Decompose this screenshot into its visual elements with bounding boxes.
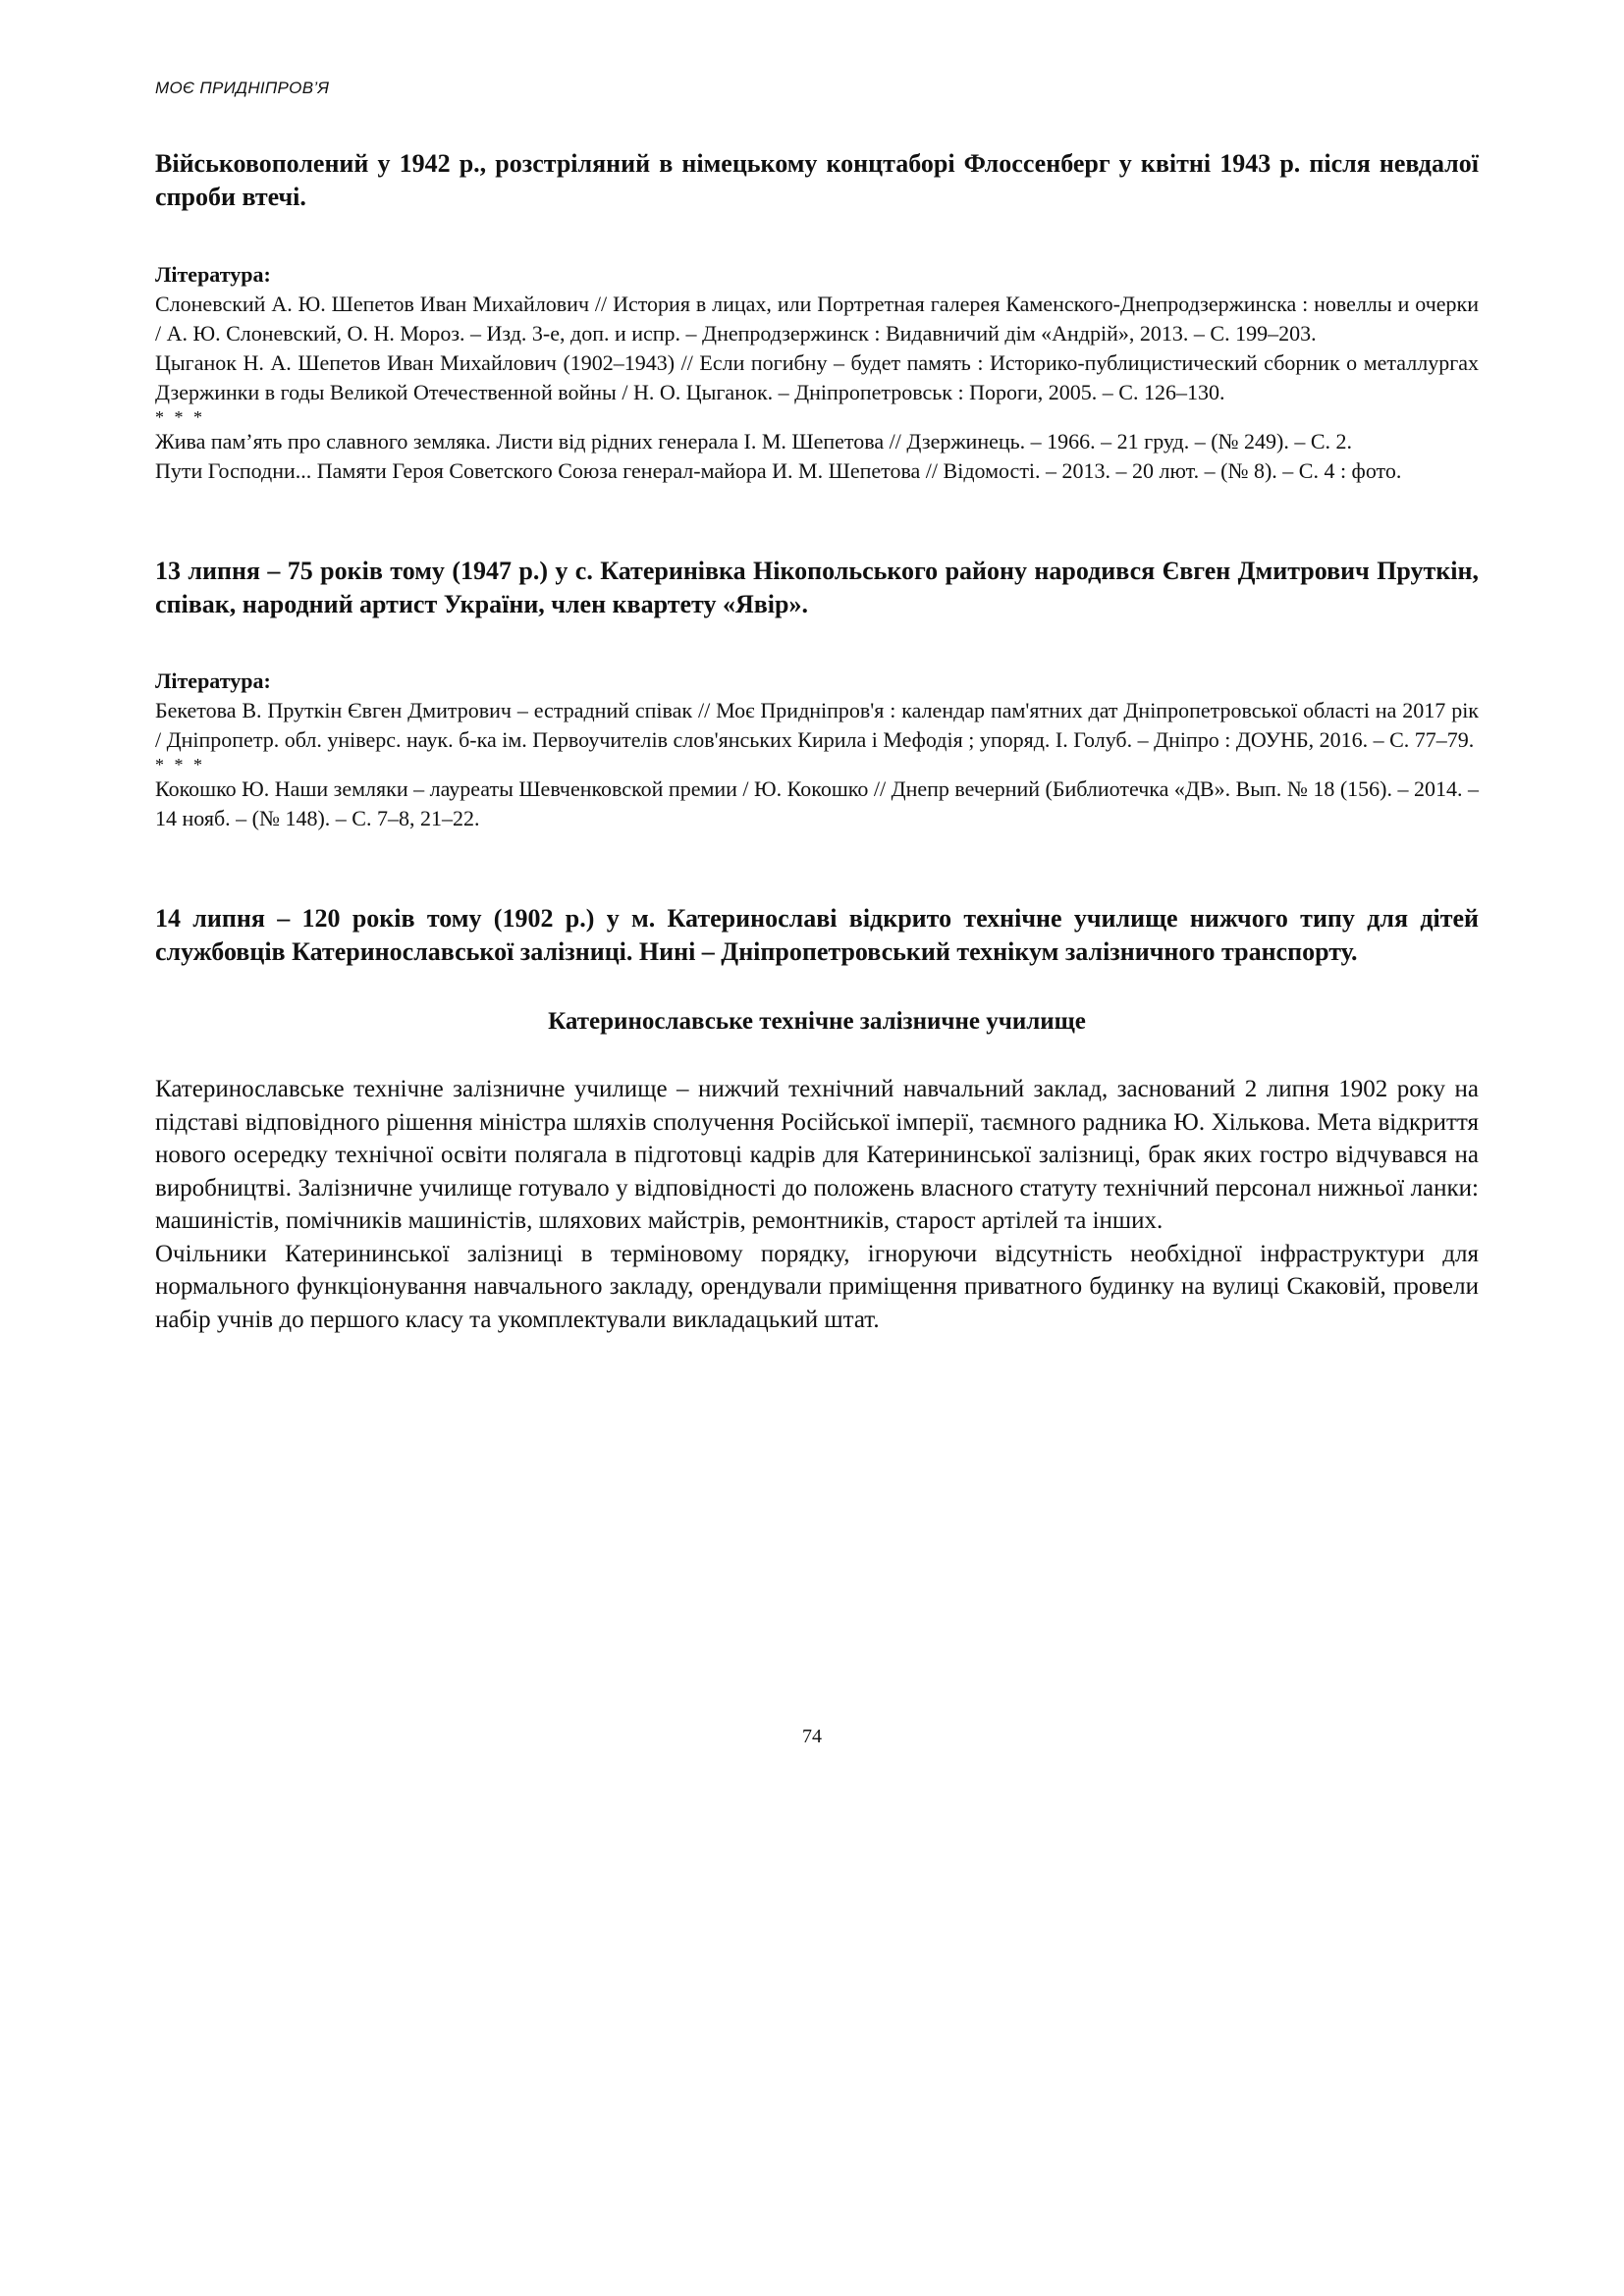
section-prutkin (155, 555, 1479, 833)
bibliography-entry: Кокошко Ю. Наши земляки – лауреаты Шевченковской премии / Ю. Кокошко // Днепр вечерний (Библиотечка «ДВ». Вып. № 18 (156). – 2014. – 14 нояб. – (№ 148). – С. 7–8, 21–22. (155, 776, 1479, 830)
bibliography-entry: Жива пам’ять про славного земляка. Листи від рідних генерала І. М. Шепетова // Дзержинець. – 1966. – 21 груд. – (№ 249). – С. 2. (155, 429, 1353, 454)
article-subtitle: Катеринославське технічне залізничне училище (548, 1008, 1086, 1035)
running-header: МОЄ ПРИДНІПРОВ’Я (155, 79, 330, 97)
entry-separator: * * * (155, 755, 205, 774)
body-paragraph: Очільники Катерининської залізниці в терміновому порядку, ігноруючи відсутність необхідної інфраструктури для нормального функціонування навчального закладу, орендували приміщення приватного будинку на вулиці Скаковій, провели набір учнів до першого класу та укомплектували викладацький штат. (155, 1240, 1479, 1333)
section-railway-school (155, 902, 1479, 1336)
bibliography-entry: Слоневский А. Ю. Шепетов Иван Михайлович // История в лицах, или Портретная галерея Каменского-Днепродзержинска : новеллы и очерки / А. Ю. Слоневский, О. Н. Мороз. – Изд. 3-е, доп. и испр. – Днепродзержинск : Видавничий дім «Андрій», 2013. – С. 199–203. (155, 292, 1479, 346)
section-headline: 14 липня – 120 років тому (1902 р.) у м. Катеринославі відкрито технічне училище нижчого типу для дітей службовців Катеринославської залізниці. Нині – Дніпропетровський технікум залізничного транспорту. (155, 904, 1479, 966)
bibliography-entry: Бекетова В. Пруткін Євген Дмитрович – естрадний співак // Моє Придніпров'я : календар пам'ятних дат Дніпропетровської області на 2017 рік / Дніпропетр. обл. універс. наук. б-ка ім. Первоучителів слов'янських Кирила і Мефодія ; упоряд. І. Голуб. – Дніпро : ДОУНБ, 2016. – С. 77–79. (155, 698, 1479, 752)
page-content (155, 147, 1479, 1336)
bibliography-entry: Пути Господни... Памяти Героя Советского Союза генерал-майора И. М. Шепетова // Відомості. – 2013. – 20 лют. – (№ 8). – С. 4 : фото. (155, 458, 1402, 483)
bibliography-entry: Цыганок Н. А. Шепетов Иван Михайлович (1902–1943) // Если погибну – будет память : Историко-публицистический сборник о металлургах Дзержинки в годы Великой Отечественной войны / Н. О. Цыганок. – Дніпропетровськ : Пороги, 2005. – С. 126–130. (155, 350, 1479, 404)
section-headline: Військовополений у 1942 р., розстріляний в німецькому концтаборі Флоссенберг у квітні 1943 р. після невдалої спроби втечі. (155, 149, 1479, 211)
literature-heading: Література: (155, 668, 271, 693)
literature-heading: Література: (155, 262, 271, 287)
body-paragraph: Катеринославське технічне залізничне училище – нижчий технічний навчальний заклад, заснований 2 липня 1902 року на підставі відповідного рішення міністра шляхів сполучення Російської імперії, таємного радника Ю. Хількова. Мета відкриття нового осередку технічної освіти полягала в підготовці кадрів для Катерининської залізниці, брак яких гостро відчувався на виробництві. Залізничне училище готувало у відповідності до положень власного статуту технічний персонал нижньої ланки: машиністів, помічників машиністів, шляхових майстрів, ремонтників, старост артілей та інших. (155, 1076, 1479, 1234)
section-shepetov (155, 147, 1479, 486)
page-number: 74 (802, 1726, 822, 1747)
section-headline: 13 липня – 75 років тому (1947 р.) у с. Катеринівка Нікопольського району народився Євген Дмитрович Пруткін, співак, народний артист України, член квартету «Явір». (155, 557, 1479, 618)
entry-separator: * * * (155, 407, 205, 427)
